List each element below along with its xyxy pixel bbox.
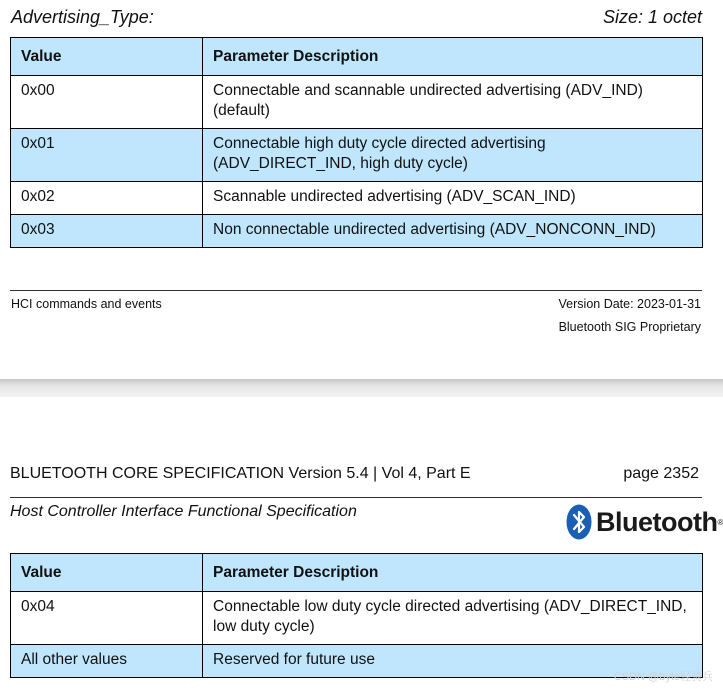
proprietary-notice: Bluetooth SIG Proprietary (558, 320, 701, 334)
value-cell: 0x04 (11, 592, 203, 645)
page-break (0, 379, 723, 397)
description-cell: Reserved for future use (203, 645, 703, 678)
value-cell: 0x00 (11, 76, 203, 129)
spec-title: BLUETOOTH CORE SPECIFICATION Version 5.4 | Vol 4, Part E (10, 465, 471, 482)
table-row (11, 645, 703, 678)
advertising-type-table-upper (10, 37, 703, 248)
table-header-row (11, 554, 703, 592)
column-header-value: Value (11, 38, 203, 76)
footer-section-label: HCI commands and events (11, 297, 162, 311)
table-header-row (11, 38, 703, 76)
footer-divider (10, 290, 702, 291)
description-cell: Connectable low duty cycle directed advertising (ADV_DIRECT_IND, low duty cycle) (203, 592, 703, 645)
bluetooth-icon (566, 504, 592, 540)
table-row (11, 592, 703, 645)
table-row (11, 182, 703, 215)
document-subtitle: Host Controller Interface Functional Specification (10, 503, 357, 520)
bluetooth-logo (566, 504, 723, 540)
table-row (11, 76, 703, 129)
registered-mark: ® (717, 517, 723, 527)
advertising-type-table-lower (10, 553, 703, 678)
description-cell: Scannable undirected advertising (ADV_SCAN_IND) (203, 182, 703, 215)
column-header-description: Parameter Description (203, 38, 703, 76)
value-cell: 0x02 (11, 182, 203, 215)
column-header-description: Parameter Description (203, 554, 703, 592)
page-number: page 2352 (623, 465, 699, 482)
value-cell: 0x01 (11, 129, 203, 182)
section-title: Advertising_Type: (11, 7, 154, 27)
column-header-value: Value (11, 554, 203, 592)
description-cell: Connectable and scannable undirected advertising (ADV_IND) (default) (203, 76, 703, 129)
table-row (11, 215, 703, 248)
description-cell: Non connectable undirected advertising (ADV_NONCONN_IND) (203, 215, 703, 248)
table-row (11, 129, 703, 182)
watermark: CSDN @byte轻骑兵 (613, 671, 713, 683)
description-cell: Connectable high duty cycle directed advertising (ADV_DIRECT_IND, high duty cycle) (203, 129, 703, 182)
version-date: Version Date: 2023-01-31 (558, 297, 701, 311)
header-divider (10, 497, 702, 498)
bluetooth-wordmark: Bluetooth (596, 506, 718, 537)
value-cell: 0x03 (11, 215, 203, 248)
size-label: Size: 1 octet (602, 7, 702, 27)
value-cell: All other values (11, 645, 203, 678)
